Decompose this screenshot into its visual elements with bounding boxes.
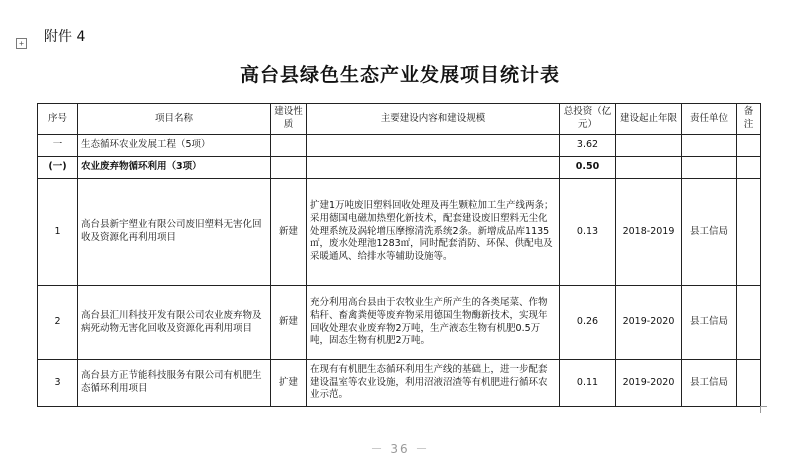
header-seq: 序号: [38, 104, 78, 135]
project-unit: 县工信局: [682, 286, 737, 360]
page-title: 高台县绿色生态产业发展项目统计表: [239, 64, 560, 86]
project-period: 2018-2019: [616, 179, 682, 286]
subcategory-name: 农业废弃物循环利用（3项）: [78, 157, 271, 179]
project-seq: 1: [38, 179, 78, 286]
project-investment: 0.26: [560, 286, 616, 360]
header-row: [38, 104, 761, 135]
project-investment: 0.13: [560, 179, 616, 286]
project-remarks: [737, 360, 761, 407]
project-unit: 县工信局: [682, 179, 737, 286]
project-seq: 3: [38, 360, 78, 407]
project-nature: 新建: [271, 179, 307, 286]
attachment-label: 附件 4: [44, 29, 86, 45]
header-period: 建设起止年限: [616, 104, 682, 135]
page-number: － 36 －: [370, 442, 430, 456]
table-row: [38, 360, 761, 407]
project-name: 高台县汇川科技开发有限公司农业废弃物及病死动物无害化回收及资源化再利用项目: [78, 286, 271, 360]
move-cross-icon[interactable]: +: [16, 38, 27, 49]
project-name: 高台县新宇塑业有限公司废旧塑料无害化回收及资源化再利用项目: [78, 179, 271, 286]
project-period: 2019-2020: [616, 360, 682, 407]
category-row: [38, 135, 761, 157]
table-resize-handle[interactable]: [760, 406, 767, 413]
project-seq: 2: [38, 286, 78, 360]
header-name: 项目名称: [78, 104, 271, 135]
subcategory-investment: 0.50: [560, 157, 616, 179]
header-unit: 责任单位: [682, 104, 737, 135]
category-seq: 一: [38, 135, 78, 157]
project-table: [37, 103, 761, 407]
header-investment: 总投资（亿元）: [560, 104, 616, 135]
project-remarks: [737, 179, 761, 286]
table-row: [38, 286, 761, 360]
project-unit: 县工信局: [682, 360, 737, 407]
project-investment: 0.11: [560, 360, 616, 407]
project-period: 2019-2020: [616, 286, 682, 360]
project-name: 高台县方正节能科技服务有限公司有机肥生态循环利用项目: [78, 360, 271, 407]
header-content: 主要建设内容和建设规模: [307, 104, 560, 135]
project-remarks: [737, 286, 761, 360]
project-nature: 新建: [271, 286, 307, 360]
subcategory-seq: (一): [38, 157, 78, 179]
table-row: [38, 179, 761, 286]
project-content: 充分利用高台县由于农牧业生产所产生的各类尾菜、作物秸秆、畜禽粪便等废弃物采用德国生物酶新技术，实现年回收处理农业废弃物2万吨，生产液态生物有机肥0.5万吨，固态生物有机肥2万吨。: [307, 286, 560, 360]
project-nature: 扩建: [271, 360, 307, 407]
category-investment: 3.62: [560, 135, 616, 157]
category-name: 生态循环农业发展工程（5项）: [78, 135, 271, 157]
project-content: 扩建1万吨废旧塑料回收处理及再生颗粒加工生产线两条；采用德国电磁加热塑化新技术，配套建设废旧塑料无尘化处理系统及涡轮增压摩擦清洗系统2条。新增成品库1135㎡，废水处理池1283㎡，同时配套消防、环保、供配电及采暖通风、给排水等辅助设施等。: [307, 179, 560, 286]
header-nature: 建设性质: [271, 104, 307, 135]
subcategory-row: [38, 157, 761, 179]
project-content: 在现有有机肥生态循环利用生产线的基础上，进一步配套建设温室等农业设施，利用沼液沼渣等有机肥进行循环农业示范。: [307, 360, 560, 407]
header-remarks: 备注: [737, 104, 761, 135]
